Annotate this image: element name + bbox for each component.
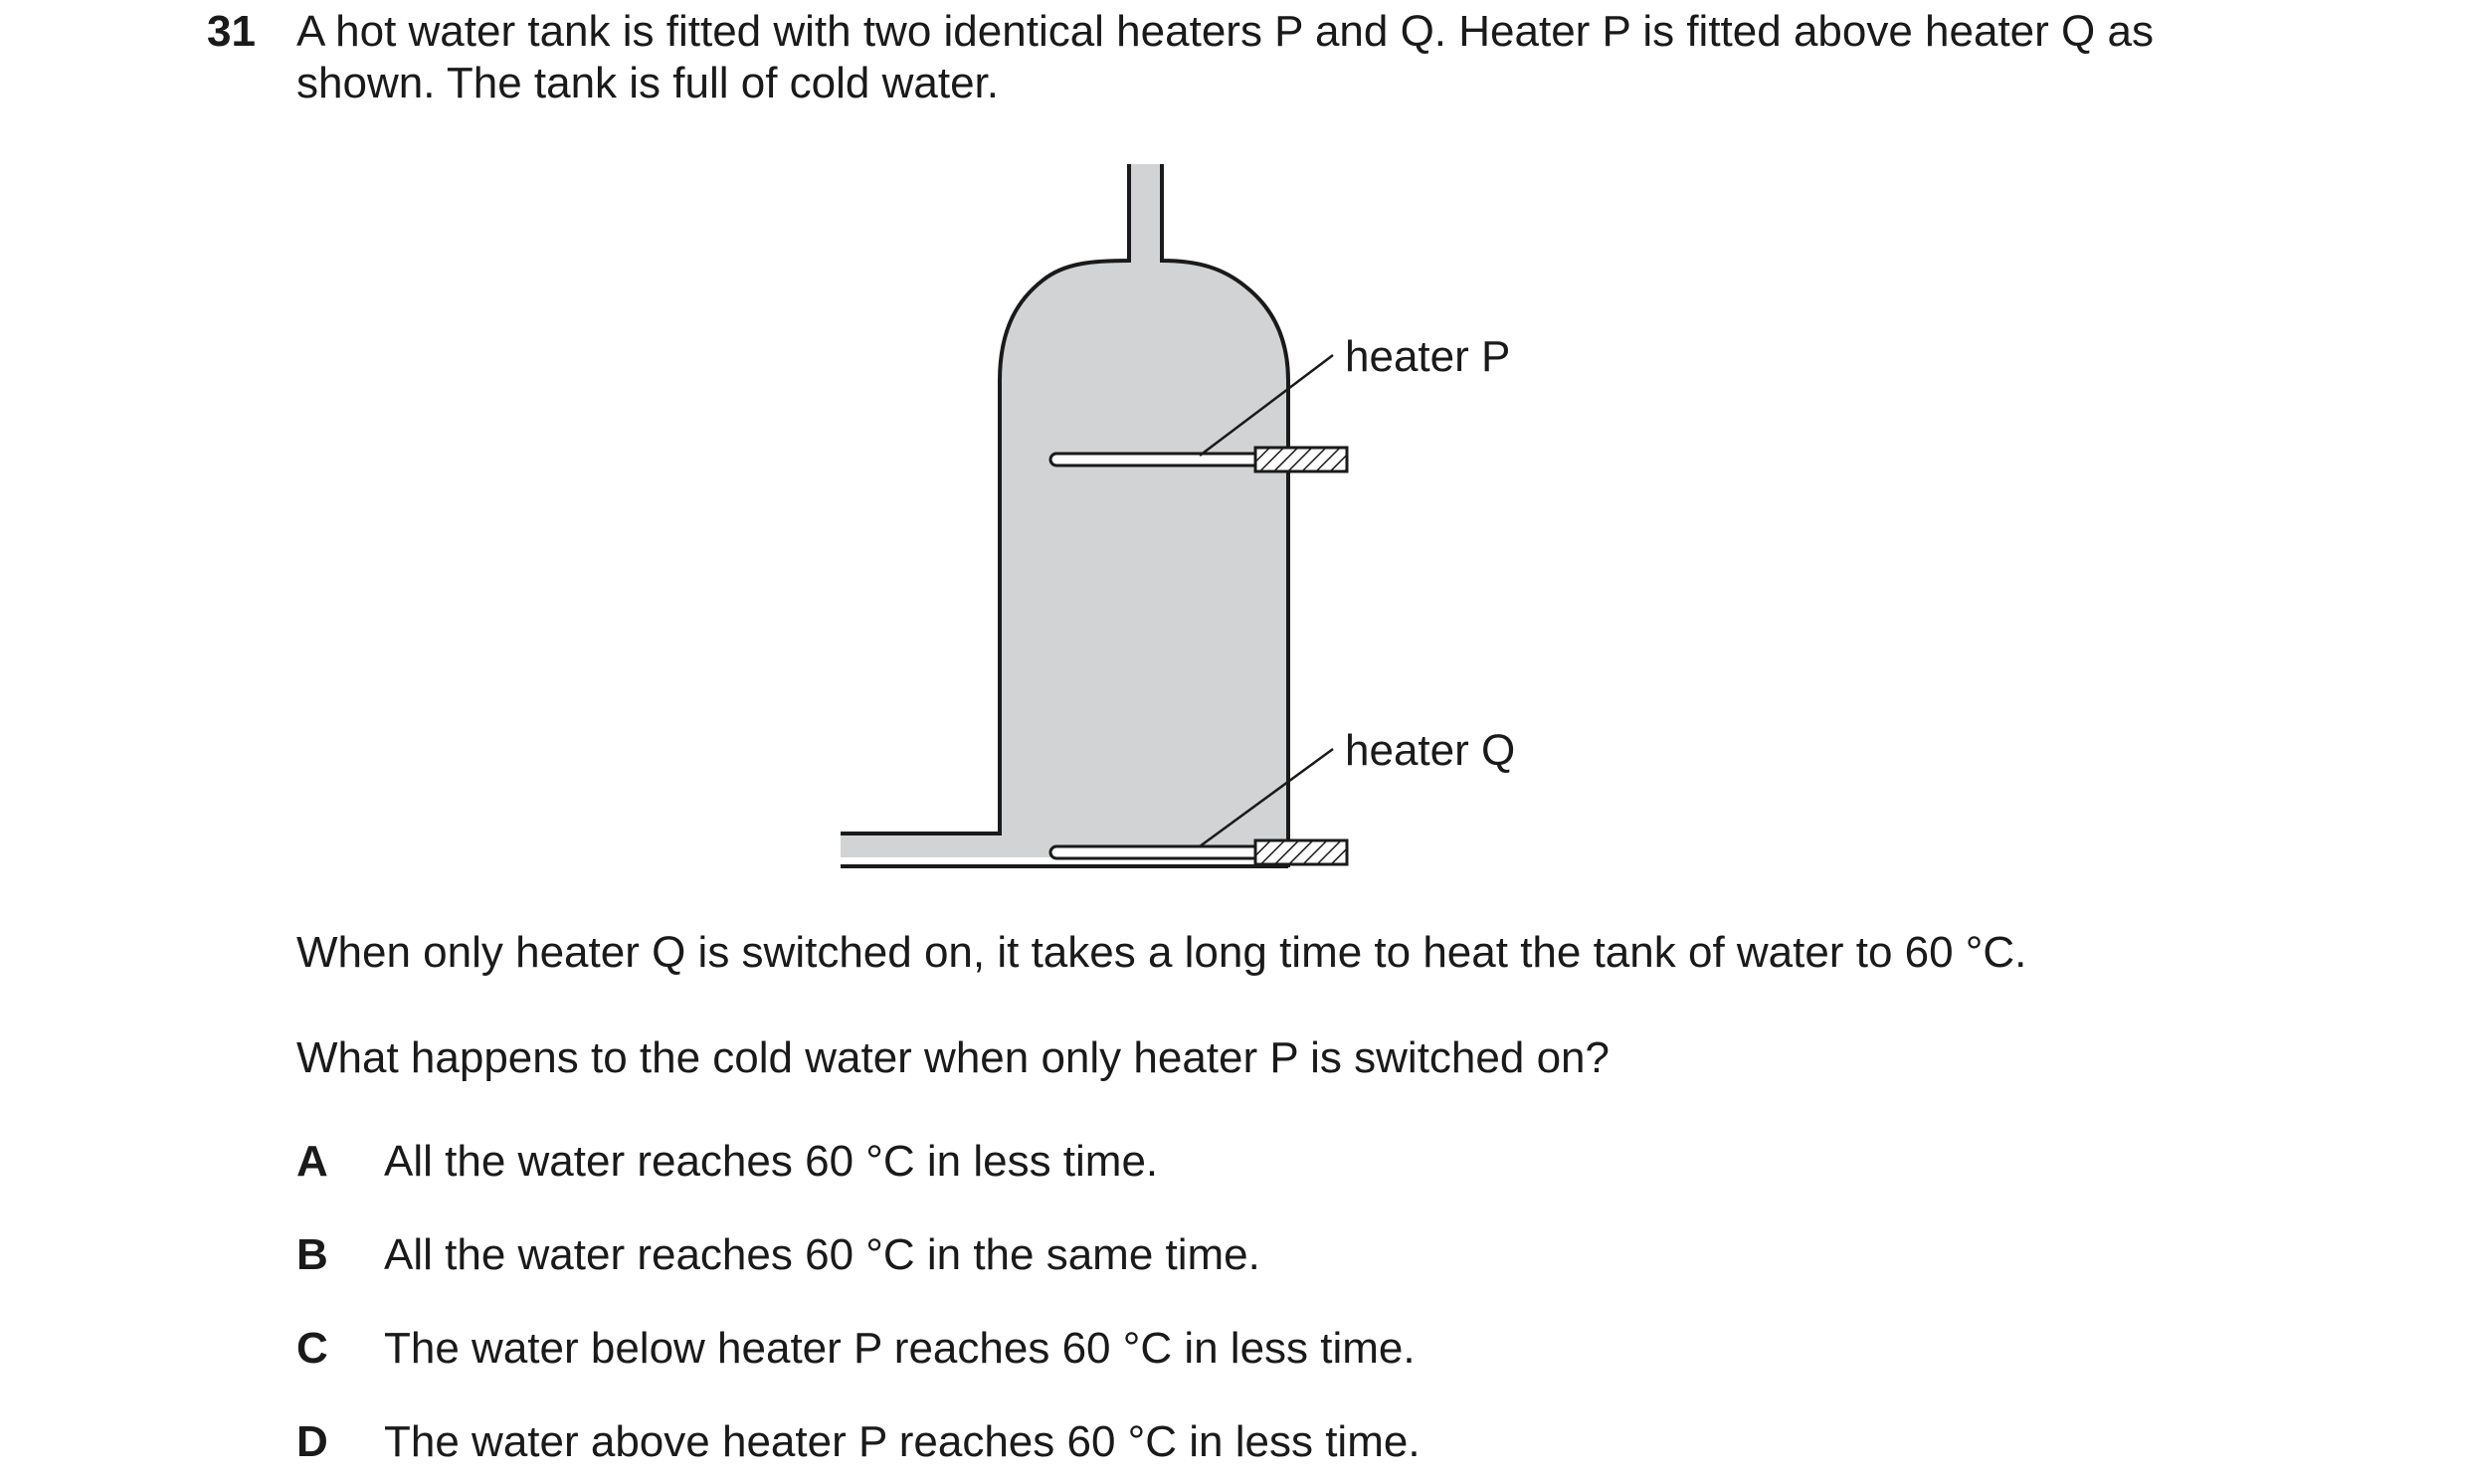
option-c-text: The water below heater P reaches 60 °C in less time. [384, 1324, 1416, 1373]
option-b-text: All the water reaches 60 °C in the same time. [384, 1230, 1260, 1279]
heater-p-mount [1255, 448, 1347, 471]
option-c-letter: C [296, 1324, 328, 1373]
tank-body [841, 261, 1288, 857]
option-b-letter: B [296, 1230, 328, 1279]
heater-q-element [1050, 846, 1259, 858]
question-stem-line-1: A hot water tank is fitted with two identical heaters P and Q. Heater P is fitted above heater Q as [296, 7, 2154, 56]
option-a-letter: A [296, 1137, 328, 1186]
inlet-pipe [1129, 164, 1162, 264]
heater-q-label: heater Q [1345, 726, 1516, 775]
heater-p-label: heater P [1345, 332, 1511, 381]
heater-p-element [1050, 454, 1259, 465]
option-d-text: The water above heater P reaches 60 °C in less time. [384, 1417, 1421, 1466]
question-number: 31 [207, 7, 256, 56]
heater-q-mount [1255, 840, 1347, 864]
question-stem-line-2: shown. The tank is full of cold water. [296, 59, 999, 107]
question-prompt: What happens to the cold water when only heater P is switched on? [296, 1033, 1610, 1082]
option-a-text: All the water reaches 60 °C in less time. [384, 1137, 1159, 1186]
question-statement: When only heater Q is switched on, it takes a long time to heat the tank of water to 60 °C. [296, 928, 2027, 977]
option-d-letter: D [296, 1417, 328, 1466]
